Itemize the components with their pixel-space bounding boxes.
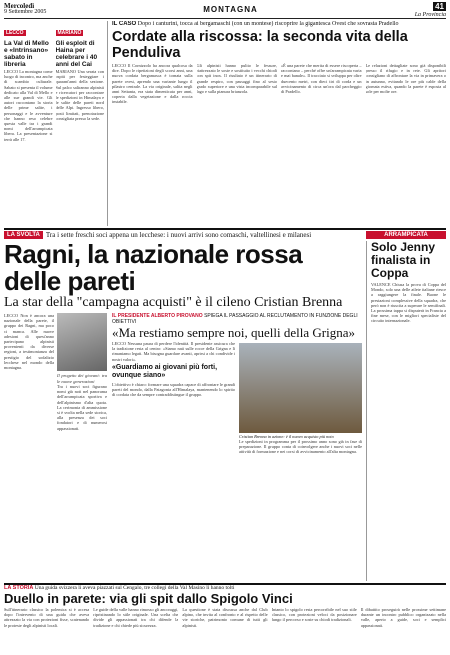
page-number: 41 [435, 2, 444, 11]
left-sidebar [4, 21, 108, 226]
kicker-label: IL CASO [112, 21, 137, 27]
article-headline: Cordate alla riscossa: la seconda vita della Penduliva [112, 29, 408, 61]
article-kicker [112, 21, 446, 28]
article-columns [4, 607, 446, 655]
article-spigolo [4, 583, 446, 655]
main-headline: Ragni, la nazionale rossa delle pareti [4, 239, 303, 296]
article-column: LECCO Non è ancora una nazionale della parete, il gruppo dei Ragni, ma poco ci manca. Alle nuove adesioni di quest'anno partecipano alpinisti provenienti da diverse regioni, a testimonianza del prestigio del sodalizio lecchese nel mondo della montagna. [4, 313, 54, 371]
section-band [4, 228, 446, 239]
climber-photo [239, 343, 362, 433]
kicker-text: Dopo i canturini, tocca ai bergamaschi (con un montese) riscoprire la gigantesca Ovest che sovrasta Pradello [137, 21, 399, 27]
brief-tag: MARIANO [57, 30, 82, 36]
article-column: LECCO Nessuna paura di perdere l'identità. Il presidente assicura che la tradizione resta al centro: «Siamo nati sulle rocce della Grigna e lì rimaniamo legati. Ma bisogna guardare avanti, aprirsi a chi condivide i nostri valori». [112, 341, 235, 362]
interview-kicker [112, 313, 362, 325]
article-penduliva [108, 21, 446, 226]
lower-section [4, 241, 446, 581]
sidebar-brief-1 [4, 21, 53, 226]
interview-headline: «Ma restiamo sempre noi, quelli della Grigna» [112, 325, 355, 340]
article-column: La questione è stata discussa anche dal Club alpino, che invita al confronto e al rispetto delle vie storiche, patrimonio comune di tutti gli alpinisti. [182, 607, 268, 628]
photo-caption: Il progetto dei giovani: tra le nuove generazioni [57, 373, 107, 384]
section-title [203, 3, 258, 14]
upper-section [4, 21, 446, 226]
article-columns [112, 63, 446, 226]
band-text: Tra i sette freschi soci appena un lecchese: i nuovi arrivi sono comaschi, valtellinesi e milanesi [45, 230, 312, 239]
sidebar-brief-2 [56, 21, 105, 226]
brief-headline: Gli esploit di Haina per celebrare i 40 anni del Cai [55, 40, 98, 68]
kicker-text: Una guida svizzera li aveva piazzati sul Cengalo, tre collegi della Val Masino li hanno tolti [34, 585, 235, 591]
article-ragni [4, 241, 366, 581]
portrait-photo [57, 313, 107, 371]
interview-right [239, 341, 362, 455]
lower-body [4, 313, 362, 603]
article-column: «È una parete che merita di essere riscoperta – raccontano – perché offre un'arrampicata varia e mai banale». Il tracciato si sviluppa per oltre duecento metri, con dieci tiri di corda e un avvicinamento di circa un'ora dal parcheggio di Pradello. [281, 63, 362, 95]
photo-caption: Cristian Brenna in azione: è il nuovo acquisto più noto [239, 434, 334, 439]
article-column: Le guide della valle hanno rimosso gli ancoraggi, ripristinando lo stile originale. Una scelta che divide gli appassionati tra chi difende la tradizione e chi chiede più sicurezza. [93, 607, 179, 628]
sidebar-headline: Solo Jenny finalista in Coppa [371, 240, 436, 280]
brief-headline: La Val di Mello e «Intrinsano» sabato in libreria [4, 40, 49, 68]
brief-text: MARIANO Una serata con ospiti per festeggiare i quarant'anni della sezione. Sul palco saliranno alpinisti e ricercatori per raccontare le spedizioni in Himalaya e le salite delle pareti nord delle Alpi. Ingresso libero, posti limitati, prenotazione consigliata presso la sede. [55, 69, 104, 121]
interview-grid [112, 341, 362, 455]
article-column: Gli alpinisti hanno pulito le fessure, riattrezzato le soste e sostituito i vecchi chiodi con spit inox. Il risultato è un itinerario di grande respiro, con passaggi fino al sesto grado superiore e una vista incomparabile sul lago e sulla pianura brianzola. [196, 63, 277, 95]
masthead-date [4, 3, 46, 15]
article-column-with-photo [57, 313, 107, 603]
kicker-text: SPIEGA IL PASSAGGIO AL RECLUTAMENTO IN FUNZIONE DEGLI OBIETTIVI [112, 313, 358, 325]
article-column: Intanto lo spigolo resta percorribile nel suo stile classico, con protezioni veloci da posizionare lungo il percorso e soste su chiodi tradizionali. [271, 607, 357, 623]
article-column: L'obiettivo è chiaro: formare una squadra capace di affrontare le grandi pareti del mondo, dalla Patagonia all'Himalaya, mantenendo lo spirito di cordata che da sempre contraddistingue il gruppo. [112, 381, 235, 398]
masthead-right [415, 3, 446, 19]
pull-quote: «Guardiamo ai giovani più forti, ovunque siano» [112, 363, 218, 379]
ragni-columns [4, 313, 108, 603]
masthead [4, 3, 446, 19]
masthead-day: Mercoledì [4, 2, 35, 10]
band-right-label: ARRAMPICATA [366, 231, 446, 239]
right-sidebar [366, 241, 446, 581]
article-column: LECCO Il Cornizzolo ha ancora qualcosa da dire. Dopo le ripetizioni degli scorsi anni, una nuova cordata bergamasca è tornata sulla parete ovest, aprendo una variante lungo il pilastro centrale. La via originale, salita negli anni Settanta, era stata dimenticata per anni, coperta dalla vegetazione e dalla roccia instabile. [112, 63, 193, 105]
article-column: Sull'itinerario classico la polemica si è accesa dopo l'intervento di una guida che aveva attrezzato la via con protezioni fisse, scatenando le proteste degli alpinisti locali. [4, 607, 90, 628]
article-column-text: Tra i nuovi soci figurano nomi già noti nel panorama dell'arrampicata sportiva e dell'alpinismo d'alta quota. La cerimonia di ammissione si è svolta nella sede storica, alla presenza dei soci fondatori e di numerosi appassionati. [57, 384, 107, 431]
newspaper-logo: La Provincia [414, 12, 446, 18]
sidebar-text: VALENCE Chiusa la prova di Coppa del Mondo, solo una delle atlete italiane riesce a raggiungere la finale. Buone le prestazioni complessive della squadra, che però non è riuscita a superare le semifinali. La prossima tappa si disputerà in Francia a fine mese, con le migliori specialiste del circuito internazionale. [371, 282, 446, 324]
article-column: Le spedizioni in programma per il prossimo anno sono già in fase di preparazione. Il gruppo conta di coinvolgere anche i nuovi soci nelle attività di formazione e nei corsi di avvicinamento all'alta montagna. [239, 439, 362, 455]
brief-text: LECCO La montagna come luogo di incontro, ma anche di scambio culturale. Sabato si presenta il volume dedicato alla Val di Mello e alle sue grandi vie. Gli autori raccontano la storia delle prime salite, i personaggi e le avventure che hanno reso celebre questa valle tra i grandi nomi dell'arrampicata libera. La presentazione si terrà alle 17. [4, 69, 53, 142]
masthead-date-text: 9 Settembre 2005 [4, 9, 47, 15]
section-title-text: MONTAGNA [203, 5, 258, 14]
article-column: Il dibattito proseguirà nelle prossime settimane durante un incontro pubblico organizzato nella valle, aperto a guide, soci e semplici appassionati. [360, 607, 447, 628]
article-pirovano [112, 313, 362, 603]
kicker-label: IL PRESIDENTE ALBERTO PIROVANO [112, 313, 203, 319]
interview-left [112, 341, 235, 455]
article-headline: Duello in parete: via gli spit dallo Spigolo Vinci [4, 591, 293, 606]
kicker-label: LA STORIA [4, 585, 34, 591]
band-label: LA SVOLTA [4, 231, 43, 239]
brief-tag: LECCO [6, 30, 24, 36]
article-column: Le relazioni dettagliate sono già disponibili presso il rifugio e in rete. Gli apritori consigliano di affrontare la via in primavera o in autunno, evitando le ore più calde della giornata estiva, quando la parete è esposta al sole per molte ore. [365, 63, 446, 95]
main-subheadline: La star della "campagna acquisti" è il cileno Cristian Brenna [4, 295, 343, 310]
